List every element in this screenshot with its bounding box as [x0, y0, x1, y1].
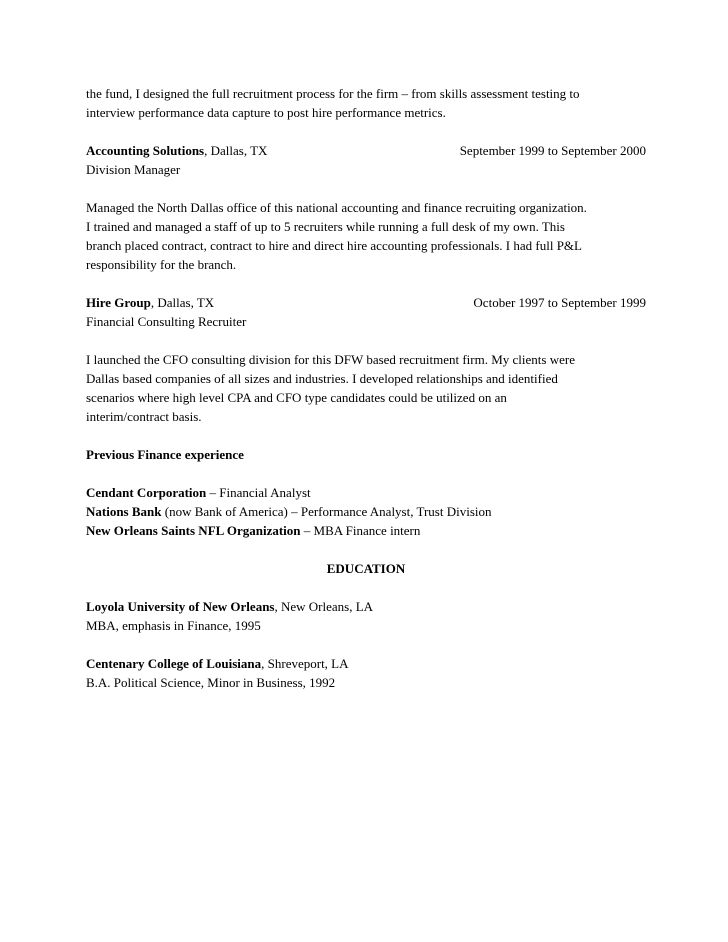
job-desc-line: responsibility for the branch. — [86, 257, 237, 272]
previous-item — [86, 521, 646, 540]
company-name: Hire Group — [86, 295, 151, 310]
school-name: Centenary College of Louisiana — [86, 656, 262, 671]
job-header — [86, 293, 646, 312]
school-location: , New Orleans, LA — [274, 599, 374, 614]
previous-heading: Previous Finance experience — [86, 447, 244, 462]
previous-detail: (now Bank of America) – Performance Analyst, Trust Division — [161, 504, 492, 519]
school — [86, 597, 646, 616]
company-location: , Dallas, TX — [204, 143, 268, 158]
job-employer — [86, 141, 267, 160]
resume-page — [86, 84, 646, 692]
job-title: Financial Consulting Recruiter — [86, 314, 247, 329]
job-desc-line: I launched the CFO consulting division for this DFW based recruitment firm. My clients were — [86, 352, 575, 367]
job-employer — [86, 293, 214, 312]
previous-detail: – Financial Analyst — [206, 485, 311, 500]
company-location: , Dallas, TX — [150, 295, 215, 310]
job-header — [86, 141, 646, 160]
school-location: , Shreveport, LA — [261, 656, 349, 671]
job-desc-line: scenarios where high level CPA and CFO type candidates could be utilized on an — [86, 390, 507, 405]
education-heading: EDUCATION — [326, 561, 406, 576]
school — [86, 654, 646, 673]
degree: B.A. Political Science, Minor in Business, 1992 — [86, 675, 336, 690]
previous-item — [86, 502, 646, 521]
previous-org: New Orleans Saints NFL Organization — [86, 523, 301, 538]
previous-item — [86, 483, 646, 502]
previous-org: Nations Bank — [86, 504, 162, 519]
job-desc-line: I trained and managed a staff of up to 5 recruiters while running a full desk of my own. This — [86, 219, 565, 234]
job-title: Division Manager — [86, 162, 181, 177]
job-dates: September 1999 to September 2000 — [459, 143, 646, 158]
job-desc-line: Managed the North Dallas office of this national accounting and finance recruiting organization. — [86, 200, 587, 215]
previous-detail: – MBA Finance intern — [300, 523, 421, 538]
degree: MBA, emphasis in Finance, 1995 — [86, 618, 261, 633]
previous-org: Cendant Corporation — [86, 485, 207, 500]
job-desc-line: Dallas based companies of all sizes and industries. I developed relationships and identified — [86, 371, 558, 386]
intro-line: interview performance data capture to post hire performance metrics. — [86, 105, 446, 120]
job-desc-line: interim/contract basis. — [86, 409, 202, 424]
job-dates: October 1997 to September 1999 — [473, 295, 646, 310]
job-desc-line: branch placed contract, contract to hire and direct hire accounting professionals. I had full P&L — [86, 238, 582, 253]
company-name: Accounting Solutions — [86, 143, 205, 158]
intro-line: the fund, I designed the full recruitment process for the firm – from skills assessment testing to — [86, 86, 580, 101]
school-name: Loyola University of New Orleans — [86, 599, 275, 614]
